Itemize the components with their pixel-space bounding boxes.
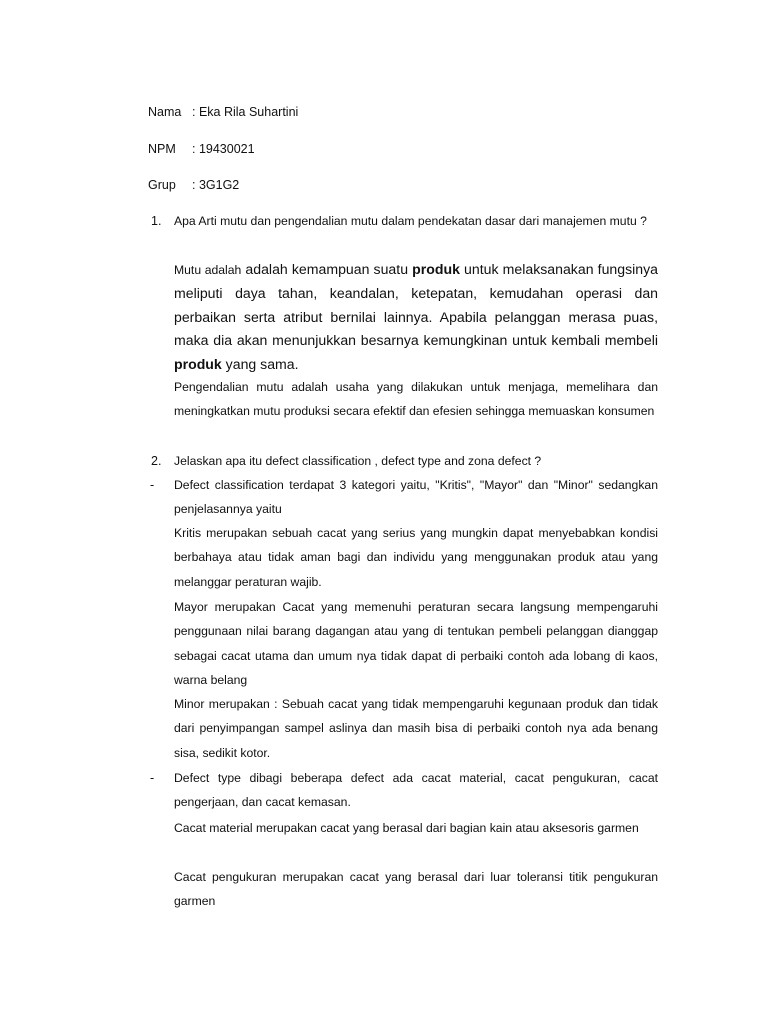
defect-classification-intro: Defect classification terdapat 3 kategori yaitu, "Kritis", "Mayor" dan "Minor" sedangkan penjelasannya yaitu <box>174 478 658 517</box>
bullet2-marker: - <box>150 771 155 785</box>
q1-number: 1. <box>151 214 162 228</box>
mutu-lead: Mutu adalah <box>174 263 242 277</box>
grup-value: : 3G1G2 <box>192 178 240 192</box>
npm-value: : 19430021 <box>192 142 255 156</box>
cacat-material-paragraph: Cacat material merupakan cacat yang berasal dari bagian kain atau aksesoris garmen <box>174 821 639 835</box>
nama-value: : Eka Rila Suhartini <box>192 105 299 119</box>
npm-row <box>148 141 255 157</box>
mutu-part3: yang sama. <box>221 355 299 372</box>
mutu-part2: untuk melaksanakan fungsinya meliputi daya tahan, keandalan, ketepatan, kemudahan operasi dan perbaikan serta atribut bernilai lainnya. Apabila pelanggan merasa puas, maka dia akan menunjukkan besarnya kemungkinan untuk kembali membeli <box>174 261 658 349</box>
q1-pengendalian-paragraph: Pengendalian mutu adalah usaha yang dilakukan untuk menjaga, memelihara dan meningkatkan mutu produksi secara efektif dan efesien sehingga memuaskan konsumen <box>174 380 658 419</box>
q1-mutu-paragraph <box>174 258 658 376</box>
mutu-bold1: produk <box>412 261 460 277</box>
grup-row <box>148 177 239 193</box>
q2-question: Jelaskan apa itu defect classification , defect type and zona defect ? <box>174 454 542 468</box>
mayor-paragraph: Mayor merupakan Cacat yang memenuhi peraturan secara langsung mempengaruhi penggunaan nilai barang dagangan atau yang di tentukan pembeli pelanggan dianggap sebagai cacat utama dan umum nya tidak dapat di perbaiki contoh ada lobang di kaos, warna belang <box>174 600 658 687</box>
grup-label: Grup <box>148 178 176 192</box>
mutu-bold2: produk <box>174 355 222 372</box>
minor-paragraph: Minor merupakan : Sebuah cacat yang tidak mempengaruhi kegunaan produk dan tidak dari penyimpangan sampel aslinya dan masih bisa di perbaiki contoh nya ada benang sisa, sedikit kotor. <box>174 697 658 760</box>
bullet1-marker: - <box>150 478 155 492</box>
defect-type-intro: Defect type dibagi beberapa defect ada cacat material, cacat pengukuran, cacat pengerjaan, dan cacat kemasan. <box>174 771 658 810</box>
kritis-paragraph: Kritis merupakan sebuah cacat yang serius yang mungkin dapat menyebabkan kondisi berbahaya atau tidak aman bagi dan individu yang menggunakan produk atau yang melanggar peraturan wajib. <box>174 526 658 589</box>
npm-label: NPM <box>148 142 176 156</box>
q2-number: 2. <box>151 454 162 468</box>
nama-row <box>148 104 298 120</box>
nama-label: Nama <box>148 105 182 119</box>
cacat-pengukuran-paragraph: Cacat pengukuran merupakan cacat yang berasal dari luar toleransi titik pengukuran garmen <box>174 870 658 909</box>
q1-question: Apa Arti mutu dan pengendalian mutu dalam pendekatan dasar dari manajemen mutu ? <box>174 214 647 228</box>
mutu-part1: adalah kemampuan suatu <box>241 261 413 277</box>
